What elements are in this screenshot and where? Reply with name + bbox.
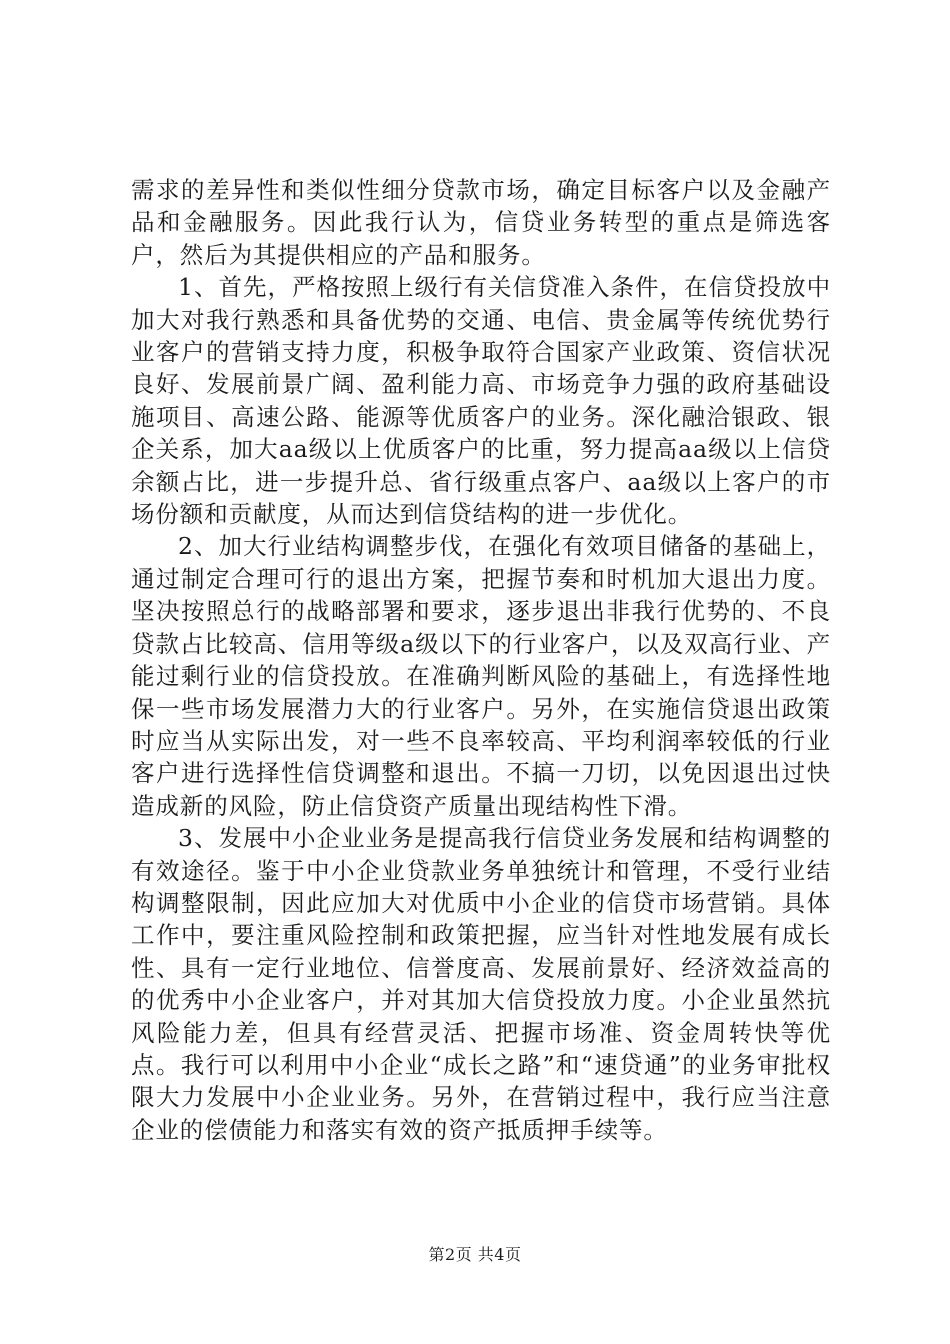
paragraph-point-3: 3、发展中小企业业务是提高我行信贷业务发展和结构调整的有效途径。鉴于中小企业贷款业务单独统计和管理，不受行业结构调整限制，因此应加大对优质中小企业的信贷市场营销。具体工作中，要注重风险控制和政策把握，应当针对性地发展有成长性、具有一定行业地位、信誉度高、发展前景好、经济效益高的的优秀中小企业客户，并对其加大信贷投放力度。小企业虽然抗风险能力差，但具有经营灵活、把握市场准、资金周转快等优点。我行可以利用中小企业“成长之路”和“速贷通”的业务审批权限大力发展中小企业业务。另外，在营销过程中，我行应当注意企业的偿债能力和落实有效的资产抵质押手续等。 bbox=[131, 824, 831, 1144]
document-body bbox=[131, 174, 831, 1146]
page-number-footer: 第2页 共4页 bbox=[428, 1245, 522, 1264]
paragraph-continuation: 需求的差异性和类似性细分贷款市场，确定目标客户以及金融产品和金融服务。因此我行认为，信贷业务转型的重点是筛选客户，然后为其提供相应的产品和服务。 bbox=[131, 176, 831, 269]
paragraph-point-2: 2、加大行业结构调整步伐，在强化有效项目储备的基础上，通过制定合理可行的退出方案，把握节奏和时机加大退出力度。坚决按照总行的战略部署和要求，逐步退出非我行优势的、不良贷款占比较高、信用等级a级以下的行业客户，以及双高行业、产能过剩行业的信贷投放。在准确判断风险的基础上，有选择性地保一些市场发展潜力大的行业客户。另外，在实施信贷退出政策时应当从实际出发，对一些不良率较高、平均利润率较低的行业客户进行选择性信贷调整和退出。不搞一刀切，以免因退出过快造成新的风险，防止信贷资产质量出现结构性下滑。 bbox=[131, 532, 831, 820]
paragraph-point-1: 1、首先，严格按照上级行有关信贷准入条件，在信贷投放中加大对我行熟悉和具备优势的交通、电信、贵金属等传统优势行业客户的营销支持力度，积极争取符合国家产业政策、资信状况良好、发展前景广阔、盈利能力高、市场竞争力强的政府基础设施项目、高速公路、能源等优质客户的业务。深化融洽银政、银企关系，加大aa级以上优质客户的比重，努力提高aa级以上信贷余额占比，进一步提升总、省行级重点客户、aa级以上客户的市场份额和贡献度，从而达到信贷结构的进一步优化。 bbox=[131, 273, 831, 529]
